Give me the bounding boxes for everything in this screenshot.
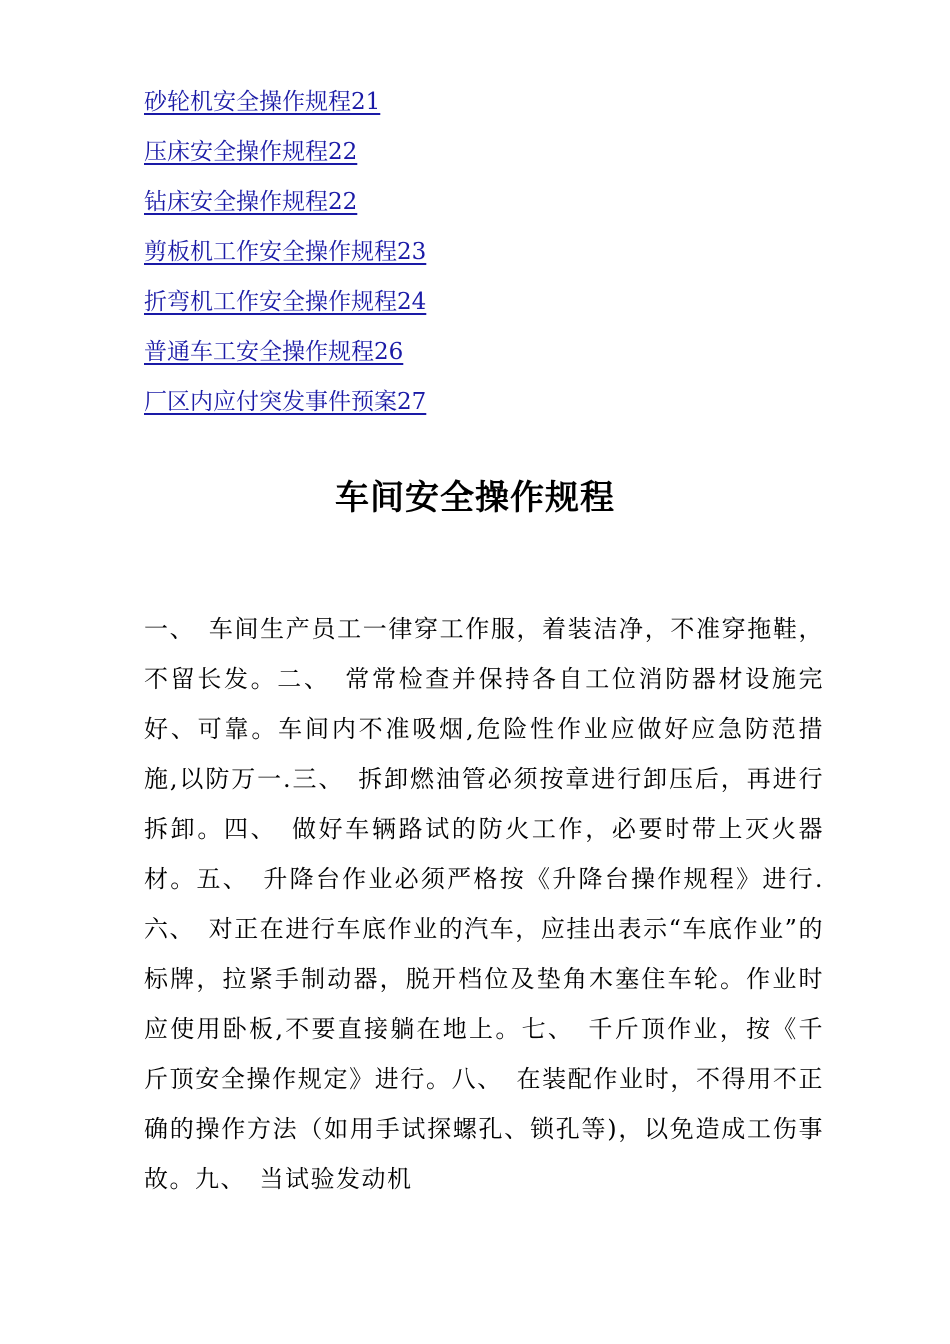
toc-link-lathe[interactable]: 普通车工安全操作规程26 [144,339,404,365]
toc-link-shear[interactable]: 剪板机工作安全操作规程23 [144,239,427,265]
toc-link-bender[interactable]: 折弯机工作安全操作规程24 [144,289,427,315]
toc-link-press[interactable]: 压床安全操作规程22 [144,139,358,165]
table-of-contents [144,82,844,432]
toc-link-emergency[interactable]: 厂区内应付突发事件预案27 [144,389,427,415]
document-title: 车间安全操作规程 [335,477,615,518]
toc-link-drill[interactable]: 钻床安全操作规程22 [144,189,358,215]
document-body: 一、 车间生产员工一律穿工作服，着装洁净，不准穿拖鞋，不留长发。二、 常常检查并保持各自工位消防器材设施完好、可靠。车间内不准吸烟,危险性作业应做好应急防范措施,以防万一.三、 拆卸燃油管必须按章进行卸压后，再进行拆卸。四、 做好车辆路试的防火工作，必要时带上灭火器材。五、 升降台作业必须严格按《升降台操作规程》进行.六、 对正在进行车底作业的汽车，应挂出表示“车底作业”的标牌，拉紧手制动器，脱开档位及垫角木塞住车轮。作业时应使用卧板,不要直接躺在地上。七、 千斤顶作业，按《千斤顶安全操作规定》进行。八、 在装配作业时，不得用不正确的操作方法（如用手试探螺孔、锁孔等)，以免造成工伤事故。九、 当试验发动机 [144,615,824,1193]
toc-link-grinder[interactable]: 砂轮机安全操作规程21 [144,89,381,115]
